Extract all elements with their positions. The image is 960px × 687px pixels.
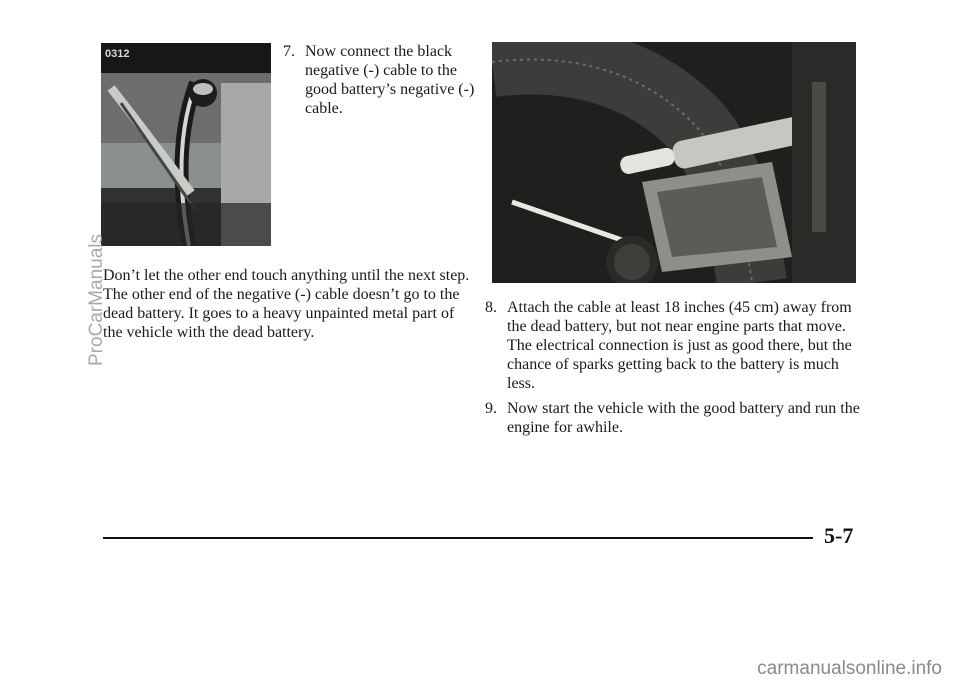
steps-list: [485, 298, 860, 443]
side-watermark: ProCarManuals: [86, 234, 107, 366]
step-8-text: Attach the cable at least 18 inches (45 cm) away from the dead battery, but not near engine parts that move. The electrical connection is just as good there, but the chance of sparks getting back to the battery is much less.: [507, 299, 852, 392]
footer-divider: [103, 537, 813, 539]
engine-ground-illustration: [492, 42, 856, 283]
step-8-number: 8.: [485, 299, 497, 316]
battery-clamp-photo: [101, 43, 271, 246]
step-8: [485, 298, 860, 393]
step-9-text: Now start the vehicle with the good battery and run the engine for awhile.: [507, 400, 860, 436]
page-number: 5-7: [824, 523, 854, 548]
left-instruction-paragraph: Don’t let the other end touch anything until the next step. The other end of the negative (-) cable doesn’t go to the dead battery. It goes to a heavy unpainted metal part of the vehicle with the dead battery.: [103, 267, 470, 341]
battery-label-text: 0312: [105, 48, 130, 60]
step-7-number: 7.: [283, 43, 295, 60]
step-9-number: 9.: [485, 400, 497, 417]
engine-ground-photo: [492, 42, 856, 283]
step-9: [485, 399, 860, 437]
battery-clamp-illustration: [101, 43, 271, 246]
step-7: [283, 42, 483, 118]
step-7-text: Now connect the black negative (-) cable to the good battery’s negative (-) cable.: [305, 43, 475, 117]
site-footer-watermark: carmanualsonline.info: [757, 658, 942, 679]
